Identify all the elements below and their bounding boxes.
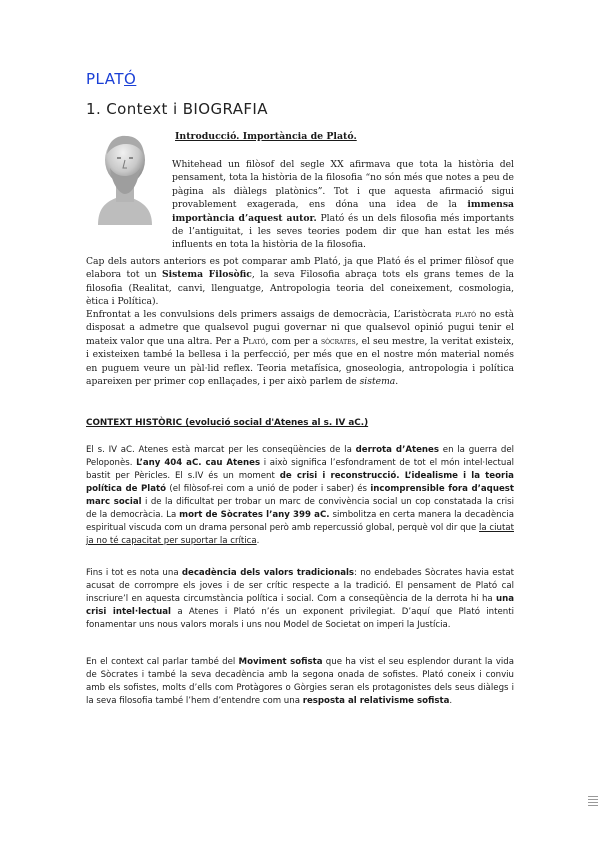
text-run: a Atenes i Plató n’és un exponent privilegiat. D’aquí que Plató intenti fonamentar uns nous valors morals i uns nou Model de Societat on imperi la Justícia. (86, 607, 514, 630)
document-title (86, 70, 136, 88)
text-run: . (395, 376, 399, 388)
text-run: : no endebades Sòcrates havia estat acusat de corrompre els joves i de ser crític respecte a la tradició. El pensament de Plató cal inscriure’l en aquesta circumstància política i social. Com a conseqüència de la derrota hi ha (86, 568, 514, 604)
text-run: Cap dels autors anteriors es pot comparar amb Plató, ja que Plató és el primer filòsof que elabora tot un (86, 256, 514, 281)
text-run: de crisi i reconstrucció. L’idealisme i la teoria política de Plató (86, 471, 514, 494)
text-run: decadència dels valors tradicionals (181, 568, 355, 578)
context-paragraph-1 (86, 444, 514, 548)
text-run: una crisi intel·lectual (86, 594, 514, 617)
title-text: PLAT (86, 70, 125, 88)
text-run: sòcrates (321, 335, 356, 347)
text-run: immensa importància d’aquest autor. (172, 199, 514, 224)
text-run: que ha vist el seu esplendor durant la vida de Sòcrates i també la seva decadència amb la segona onada de sofistes. Plató coneix i conviu amb els sofistes, molts d’ells com Protàgores o Gòrgies seran els protagonistes dels seus diàlegs i la seva filosofia també l’hem d’entendre com una (86, 657, 515, 706)
text-run: . (256, 536, 260, 546)
plato-bust-image (86, 130, 162, 225)
context-paragraph-2 (86, 567, 514, 632)
text-run: , com per a (265, 335, 322, 347)
text-run: En el context cal parlar també del (86, 657, 239, 667)
context-heading-text: CONTEXT HISTÒRIC (evolució social d'Atenes al s. IV aC.) (86, 418, 369, 428)
intro-paragraph-1 (172, 158, 514, 252)
text-run: . (449, 696, 453, 706)
page-corner-marker (588, 796, 598, 812)
text-run: i de la dificultat per trobar un marc de convivència social un cop constatada la crisi de la democràcia. La (86, 497, 514, 520)
intro-heading: Introducció. Importància de Plató. (175, 131, 357, 142)
text-run: (el filòsof-rei com a unió de poder i saber) és (166, 484, 371, 494)
text-run: la ciutat ja no té capacitat per suportar la crítica (86, 523, 514, 546)
text-run: Enfrontat a les convulsions dels primers assaigs de democràcia, L’aristòcrata (86, 309, 456, 320)
text-run: incomprensible fora d’aquest marc social (86, 484, 514, 507)
text-run: Fins i tot es nota una (86, 568, 182, 578)
text-run: i això significa l’esfondrament de tot el món intel·lectual bastit per Pèricles. El s.IV és un moment (86, 458, 514, 481)
text-run: Plató és un dels filosofia més importants de l’antiguitat, i les seves teories podem dir que han estat les més influents en tota la història de la filosofia. (172, 212, 514, 251)
text-run: Plató (242, 335, 266, 347)
text-run: Moviment sofista (238, 657, 323, 667)
text-run: derrota d’Atenes (355, 445, 439, 455)
text-run: L’any 404 aC. cau Atenes (136, 458, 261, 468)
title-last-letter: Ó (124, 70, 137, 88)
text-run: Sistema Filosòfic (161, 269, 252, 281)
text-run: mort de Sòcrates l’any 399 aC. (179, 510, 330, 520)
text-run: sistema (359, 376, 396, 388)
text-run: simbolitza en certa manera la decadència espiritual viscuda com un drama personal però amb repercussió global, perquè vol dir que (86, 510, 514, 533)
text-run: resposta al relativisme sofista (302, 696, 450, 706)
section-heading: 1. Context i BIOGRAFIA (86, 100, 268, 118)
text-run: no està disposat a admetre que qualsevol pugui governar ni que qualsevol opinió pugui tenir el mateix valor que una altra. Per a (86, 309, 514, 347)
intro-paragraph-3 (86, 308, 514, 388)
text-run: Whitehead un filòsof del segle XX afirmava que tota la història del pensament, tota la història de la filosofia “no són més que notes a peu de pàgina als diàlegs platònics”. Tot i que aquesta afirmació sigui provablement exagerada, ens dóna una idea de la (172, 159, 514, 211)
text-run: en la guerra del Peloponès. (86, 445, 514, 468)
text-run: , el seu mestre, la veritat existeix, i existeixen també la bellesa i la perfecció, per més que en el nostre món material només en puguem veure un pàl·lid reflex. Teoria metafísica, gnoseologia, antropologia i política apareixen per primer cop enllaçades, i per això parlem de (86, 335, 514, 388)
context-paragraph-3 (86, 656, 514, 708)
text-run: El s. IV aC. Atenes està marcat per les conseqüències de la (86, 445, 356, 455)
context-heading (86, 418, 368, 428)
text-run: plató (455, 309, 477, 320)
text-run: , la seva Filosofia abraça tots els grans temes de la filosofia (Realitat, canvi, llenguatge, Antropologia teoria del coneixement, cosmologia, ètica i Política). (86, 269, 515, 308)
intro-paragraph-2 (86, 255, 514, 309)
